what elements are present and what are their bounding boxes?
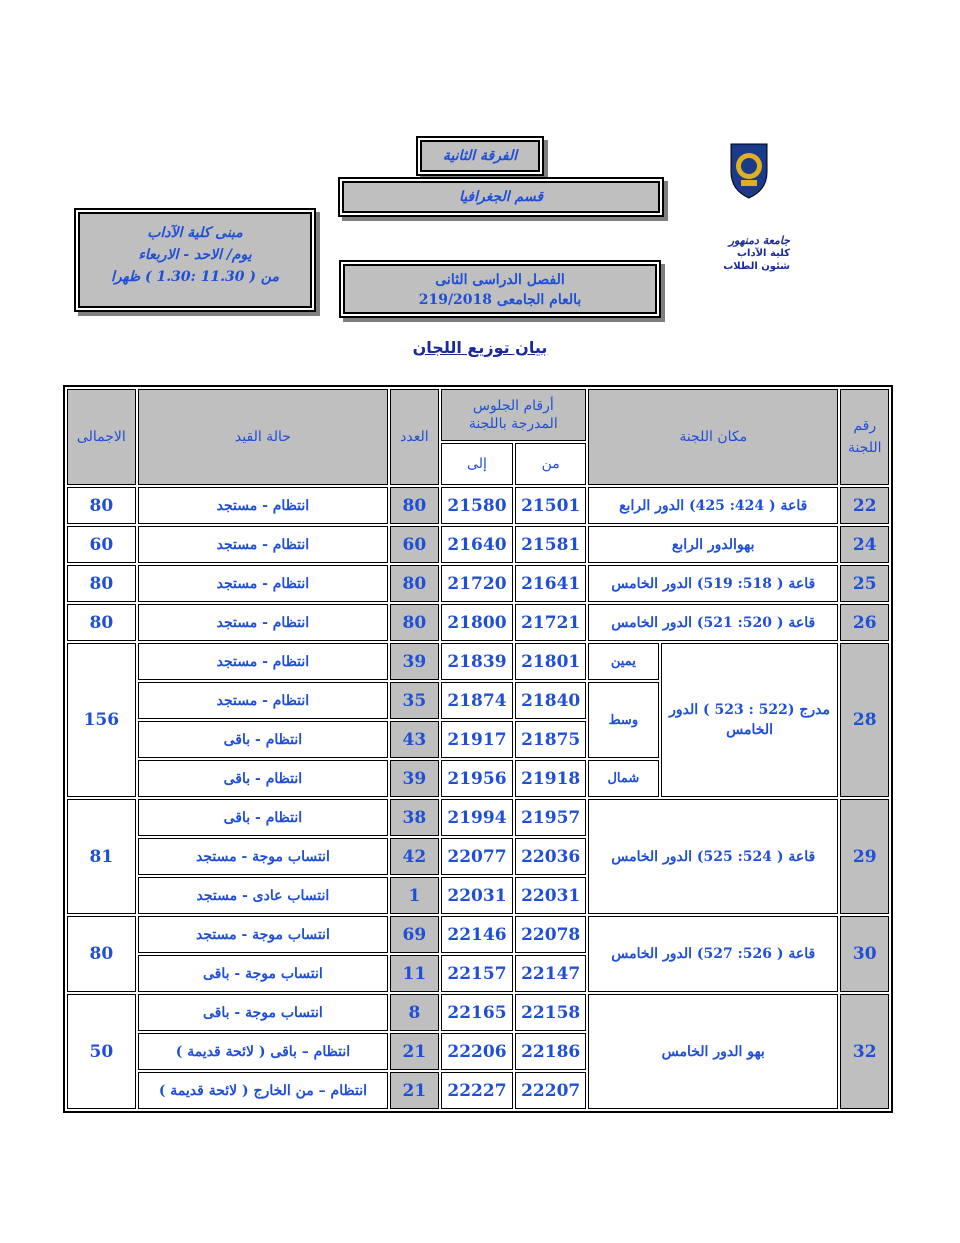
cell-to: 21640 — [441, 526, 514, 563]
header-committee: رقم اللجنة — [840, 389, 889, 485]
cell-count: 69 — [390, 916, 438, 953]
table-row — [67, 604, 889, 641]
cell-status: انتساب عادى - مستجد — [138, 877, 388, 914]
cell-to: 22031 — [441, 877, 514, 914]
cell-count: 80 — [390, 604, 438, 641]
cell-place: بهوالدور الرابع — [588, 526, 838, 563]
cell-from: 21918 — [515, 760, 586, 797]
cell-status: انتساب موجة - باقى — [138, 955, 388, 992]
cell-status: انتظام – باقى ( لائحة قديمة ) — [138, 1033, 388, 1070]
cell-to: 22206 — [441, 1033, 514, 1070]
affairs-name: شئون الطلاب — [723, 261, 790, 272]
cell-from: 21875 — [515, 721, 586, 758]
cell-place: قاعة ( 524: 525) الدور الخامس — [588, 799, 838, 914]
cell-place: قاعة ( 424: 425) الدور الرابع — [588, 487, 838, 524]
cell-committee: 26 — [840, 604, 889, 641]
cell-count: 43 — [390, 721, 438, 758]
cell-count: 38 — [390, 799, 438, 836]
page-title: بيان توزيع اللجان — [412, 338, 548, 357]
cell-to: 21839 — [441, 643, 514, 680]
cell-total: 60 — [67, 526, 136, 563]
cell-to: 21917 — [441, 721, 514, 758]
cell-from: 21801 — [515, 643, 586, 680]
cell-to: 22165 — [441, 994, 514, 1031]
cell-to: 22157 — [441, 955, 514, 992]
cell-count: 39 — [390, 643, 438, 680]
university-name: جامعة دمنهور — [728, 234, 790, 247]
cell-status: انتساب موجة - مستجد — [138, 916, 388, 953]
university-names — [700, 234, 790, 273]
cell-count: 80 — [390, 487, 438, 524]
semester-box — [343, 264, 657, 314]
cell-from: 21501 — [515, 487, 586, 524]
table-row — [67, 565, 889, 602]
cell-status: انتظام – من الخارج ( لائحة قديمة ) — [138, 1072, 388, 1109]
cell-wing-mid: وسط — [588, 682, 659, 758]
header-count: العدد — [390, 389, 438, 485]
cell-count: 35 — [390, 682, 438, 719]
cell-to: 21874 — [441, 682, 514, 719]
cell-status: انتظام - باقى — [138, 721, 388, 758]
semester-line1: الفصل الدراسى الثانى — [435, 272, 565, 288]
cell-total: 156 — [67, 643, 136, 797]
cell-to: 22077 — [441, 838, 514, 875]
cell-status: انتظام - مستجد — [138, 526, 388, 563]
cell-from: 22078 — [515, 916, 586, 953]
header-status: حالة القيد — [138, 389, 388, 485]
table-row — [67, 643, 889, 680]
cell-total: 81 — [67, 799, 136, 914]
cell-from: 21641 — [515, 565, 586, 602]
cell-from: 22036 — [515, 838, 586, 875]
header-total: الاجمالى — [67, 389, 136, 485]
table-row — [67, 799, 889, 836]
cell-place: بهو الدور الخامس — [588, 994, 838, 1109]
cell-count: 42 — [390, 838, 438, 875]
table-row — [67, 994, 889, 1031]
cell-to: 22146 — [441, 916, 514, 953]
cell-count: 1 — [390, 877, 438, 914]
header-from: من — [515, 443, 586, 485]
cell-from: 22158 — [515, 994, 586, 1031]
cell-status: انتظام - مستجد — [138, 565, 388, 602]
building-line2: يوم/ الاحد - الاربعاء — [138, 247, 252, 263]
university-logo — [727, 140, 771, 200]
cell-count: 21 — [390, 1072, 438, 1109]
cell-committee: 30 — [840, 916, 889, 992]
table-row — [67, 487, 889, 524]
cell-count: 80 — [390, 565, 438, 602]
cell-wing-left: شمال — [588, 760, 659, 797]
cell-total: 80 — [67, 565, 136, 602]
cell-committee: 32 — [840, 994, 889, 1109]
cell-total: 80 — [67, 487, 136, 524]
cell-count: 21 — [390, 1033, 438, 1070]
cell-count: 8 — [390, 994, 438, 1031]
committee-table — [63, 385, 893, 1113]
year-box: الفرقة الثانية — [420, 140, 540, 172]
cell-to: 21800 — [441, 604, 514, 641]
cell-count: 60 — [390, 526, 438, 563]
cell-to: 21956 — [441, 760, 514, 797]
cell-to: 21994 — [441, 799, 514, 836]
cell-from: 22186 — [515, 1033, 586, 1070]
semester-line2: بالعام الجامعى 219/2018 — [418, 292, 582, 308]
cell-committee: 29 — [840, 799, 889, 914]
header-seats: أرقام الجلوس المدرجة باللجنة — [441, 389, 586, 441]
cell-from: 22031 — [515, 877, 586, 914]
table-row — [67, 916, 889, 953]
table-row — [67, 526, 889, 563]
building-line3: من ( 11.30 :1.30 ) ظهرا — [110, 269, 280, 285]
building-box — [78, 212, 312, 308]
cell-count: 11 — [390, 955, 438, 992]
cell-from: 22207 — [515, 1072, 586, 1109]
cell-to: 22227 — [441, 1072, 514, 1109]
cell-total: 80 — [67, 916, 136, 992]
header-to: إلى — [441, 443, 514, 485]
cell-status: انتظام - مستجد — [138, 487, 388, 524]
building-line1: مبنى كلية الآداب — [147, 225, 243, 241]
cell-count: 39 — [390, 760, 438, 797]
cell-from: 21957 — [515, 799, 586, 836]
cell-committee: 22 — [840, 487, 889, 524]
cell-committee: 28 — [840, 643, 889, 797]
cell-status: انتظام - باقى — [138, 799, 388, 836]
cell-from: 21581 — [515, 526, 586, 563]
cell-status: انتساب موجة - باقى — [138, 994, 388, 1031]
faculty-name: كلية الآداب — [736, 248, 790, 259]
cell-status: انتظام - مستجد — [138, 682, 388, 719]
cell-from: 22147 — [515, 955, 586, 992]
cell-place: قاعة ( 526: 527) الدور الخامس — [588, 916, 838, 992]
cell-from: 21840 — [515, 682, 586, 719]
cell-total: 80 — [67, 604, 136, 641]
cell-committee: 24 — [840, 526, 889, 563]
cell-place: قاعة ( 518: 519) الدور الخامس — [588, 565, 838, 602]
cell-to: 21720 — [441, 565, 514, 602]
cell-from: 21721 — [515, 604, 586, 641]
header-place: مكان اللجنة — [588, 389, 838, 485]
cell-status: انتظام - مستجد — [138, 604, 388, 641]
department-box: قسم الجغرافيا — [342, 181, 660, 213]
cell-status: انتظام - باقى — [138, 760, 388, 797]
cell-committee: 25 — [840, 565, 889, 602]
cell-status: انتظام - مستجد — [138, 643, 388, 680]
cell-status: انتساب موجة - مستجد — [138, 838, 388, 875]
cell-place: مدرج (522 : 523 ) الدور الخامس — [661, 643, 839, 797]
cell-total: 50 — [67, 994, 136, 1109]
cell-place: قاعة ( 520: 521) الدور الخامس — [588, 604, 838, 641]
cell-wing-right: يمين — [588, 643, 659, 680]
cell-to: 21580 — [441, 487, 514, 524]
